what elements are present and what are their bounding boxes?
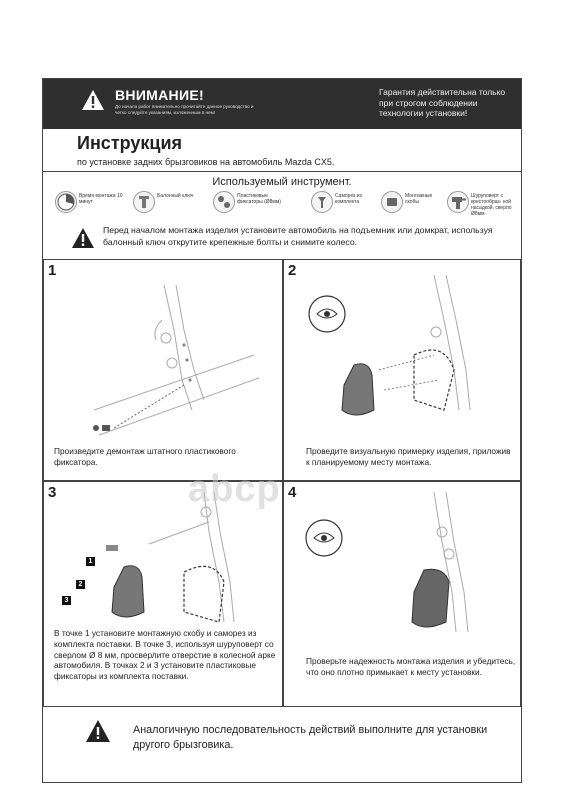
step-3-panel xyxy=(43,481,283,707)
guarantee-note: Гарантия действительна только при строгом соблюдении технологии установки! xyxy=(379,87,506,118)
step-number: 1 xyxy=(48,262,57,279)
instruction-sheet xyxy=(42,78,522,783)
step-1-panel xyxy=(43,259,283,481)
step-1-text: Произведите демонтаж штатного пластикового фиксатора. xyxy=(54,446,236,467)
tool-label: Балонный ключ xyxy=(157,193,194,199)
step-3-text: В точке 1 установите монтажную скобу и саморез из комплекта поставки. В точке 3, используя шуруповерт со сверлом Ø 8 мм, просверлите отверстие в колесной арке автомобиля. В точках 2 и 3 установите пластиковые фиксаторы из комплекта поставки. xyxy=(54,628,276,682)
fasteners-icon xyxy=(213,191,235,213)
step-number: 2 xyxy=(288,262,297,279)
page-title: Инструкция xyxy=(77,133,183,153)
precaution-text: Перед началом монтажа изделия установите автомобиль на подъемник или домкрат, используя балонный ключ открутите крепежные болты и снимите колесо. xyxy=(103,225,493,247)
page-subtitle: по установке задних брызговиков на автомобиль Mazda CX5. xyxy=(77,157,335,167)
marker-1: 1 xyxy=(86,557,95,566)
warning-header xyxy=(43,79,521,129)
watermark: abcp xyxy=(188,468,281,510)
warning-icon xyxy=(85,719,111,743)
marker-2: 2 xyxy=(76,580,85,589)
clip-icon xyxy=(381,191,403,213)
footer-text: Аналогичную последовательность действий выполните для установки другого брызговика. xyxy=(133,724,488,751)
step-number: 4 xyxy=(288,484,297,501)
step-4-panel xyxy=(283,481,521,707)
tool-label: Саморез из комплекта xyxy=(335,193,362,205)
step-4-text: Проверьте надежность монтажа изделия и убедитесь, что оно плотно примыкает к месту установки. xyxy=(306,656,516,677)
step-2-panel xyxy=(283,259,521,481)
tools-heading: Используемый инструмент. xyxy=(212,176,352,188)
warning-icon xyxy=(71,227,95,249)
wrench-icon xyxy=(133,191,155,213)
tool-label: Монтажные скобы xyxy=(405,193,433,205)
tool-label: Пластиковые фиксаторы (Ø8мм) xyxy=(237,193,281,205)
step-number: 3 xyxy=(48,484,57,501)
screw-icon xyxy=(311,191,333,213)
tool-label: Время монтажа 10 минут xyxy=(79,193,123,205)
clock-icon xyxy=(55,191,77,213)
marker-3: 3 xyxy=(62,596,71,605)
warning-icon xyxy=(81,89,105,111)
warning-title: ВНИМАНИЕ! xyxy=(115,87,204,103)
tool-label: Шуруповерт с крестообраз- ной насадкой, сверло Ø8мм xyxy=(471,193,512,217)
step-2-text: Проведите визуальную примерку изделия, приложив к планируемому месту монтажа. xyxy=(306,446,511,467)
warning-note: До начала работ внимательно прочитайте данное руководство и четко следуйте указаниям, изложенным в нем! xyxy=(115,104,254,115)
drill-icon xyxy=(447,191,469,213)
divider xyxy=(43,171,521,172)
